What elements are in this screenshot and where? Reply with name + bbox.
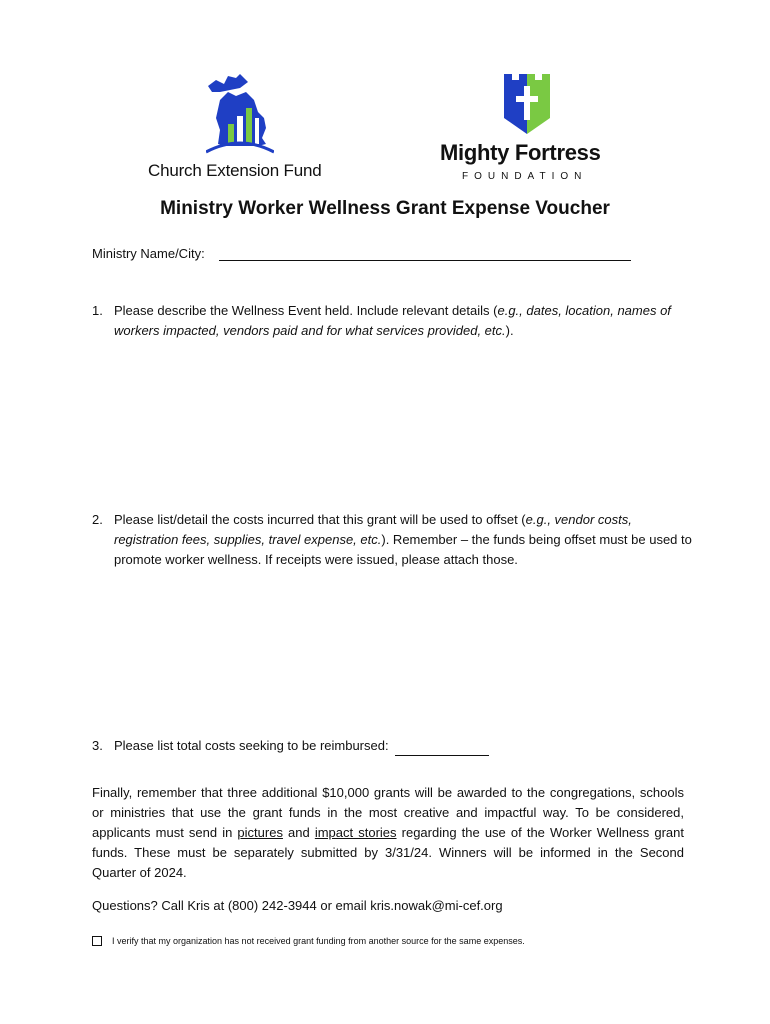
closing-paragraph: [92, 783, 684, 883]
closing-text-2: and: [282, 825, 315, 840]
verify-row: [92, 936, 525, 946]
question-2-tail: ). Remember – the funds being offset must be used to promote worker wellness. If receipts were issued, please attach those.: [114, 532, 692, 567]
fortress-shield-icon: [504, 74, 550, 134]
question-1-tail: ).: [505, 323, 514, 338]
cef-logo-text: Church Extension Fund: [148, 161, 322, 180]
document-title: Ministry Worker Wellness Grant Expense Voucher: [160, 198, 610, 219]
questions-contact: Questions? Call Kris at (800) 242-3944 or email kris.nowak@mi-cef.org: [92, 898, 503, 913]
question-3-number: 3.: [92, 738, 103, 753]
mff-logo-name: Mighty Fortress: [440, 140, 601, 165]
mighty-fortress-logo: [436, 74, 636, 186]
question-2: [92, 510, 692, 570]
michigan-map-icon: [206, 72, 274, 154]
question-1-text: Please describe the Wellness Event held. Include relevant details (: [114, 303, 498, 318]
question-2-examples: e.g., vendor costs, registration fees, supplies, travel expense, etc.: [114, 512, 632, 547]
verify-text: I verify that my organization has not received grant funding from another source for the same expenses.: [112, 936, 525, 946]
question-1-number: 1.: [92, 303, 103, 318]
pictures-link[interactable]: pictures: [237, 825, 283, 840]
mff-logo-subtitle: FOUNDATION: [462, 171, 588, 182]
question-2-number: 2.: [92, 512, 103, 527]
verify-checkbox[interactable]: [92, 936, 102, 946]
church-extension-fund-logo: [146, 72, 331, 184]
total-costs-input[interactable]: [395, 742, 489, 756]
question-1: [92, 301, 692, 341]
impact-stories-link[interactable]: impact stories: [314, 825, 397, 840]
question-3-text: Please list total costs seeking to be reimbursed:: [114, 738, 389, 753]
question-2-text: Please list/detail the costs incurred that this grant will be used to offset (: [114, 512, 526, 527]
closing-text-3: regarding the use of the Worker Wellness grant funds. These must be separately submitted by 3/31/24. Winners will be informed in the Second Quarter of 2024.: [92, 825, 684, 880]
closing-text-1: Finally, remember that three additional $10,000 grants will be awarded to the congregations, schools or ministries that use the grant funds in the most creative and impactful way. To be considered, applicants must send in: [92, 785, 684, 840]
ministry-name-label: Ministry Name/City:: [92, 246, 205, 261]
ministry-name-field: [92, 246, 631, 261]
question-1-examples: e.g., dates, location, names of workers impacted, vendors paid and for what services provided, etc.: [114, 303, 671, 338]
ministry-name-input[interactable]: [219, 246, 631, 261]
question-3: [92, 736, 692, 756]
